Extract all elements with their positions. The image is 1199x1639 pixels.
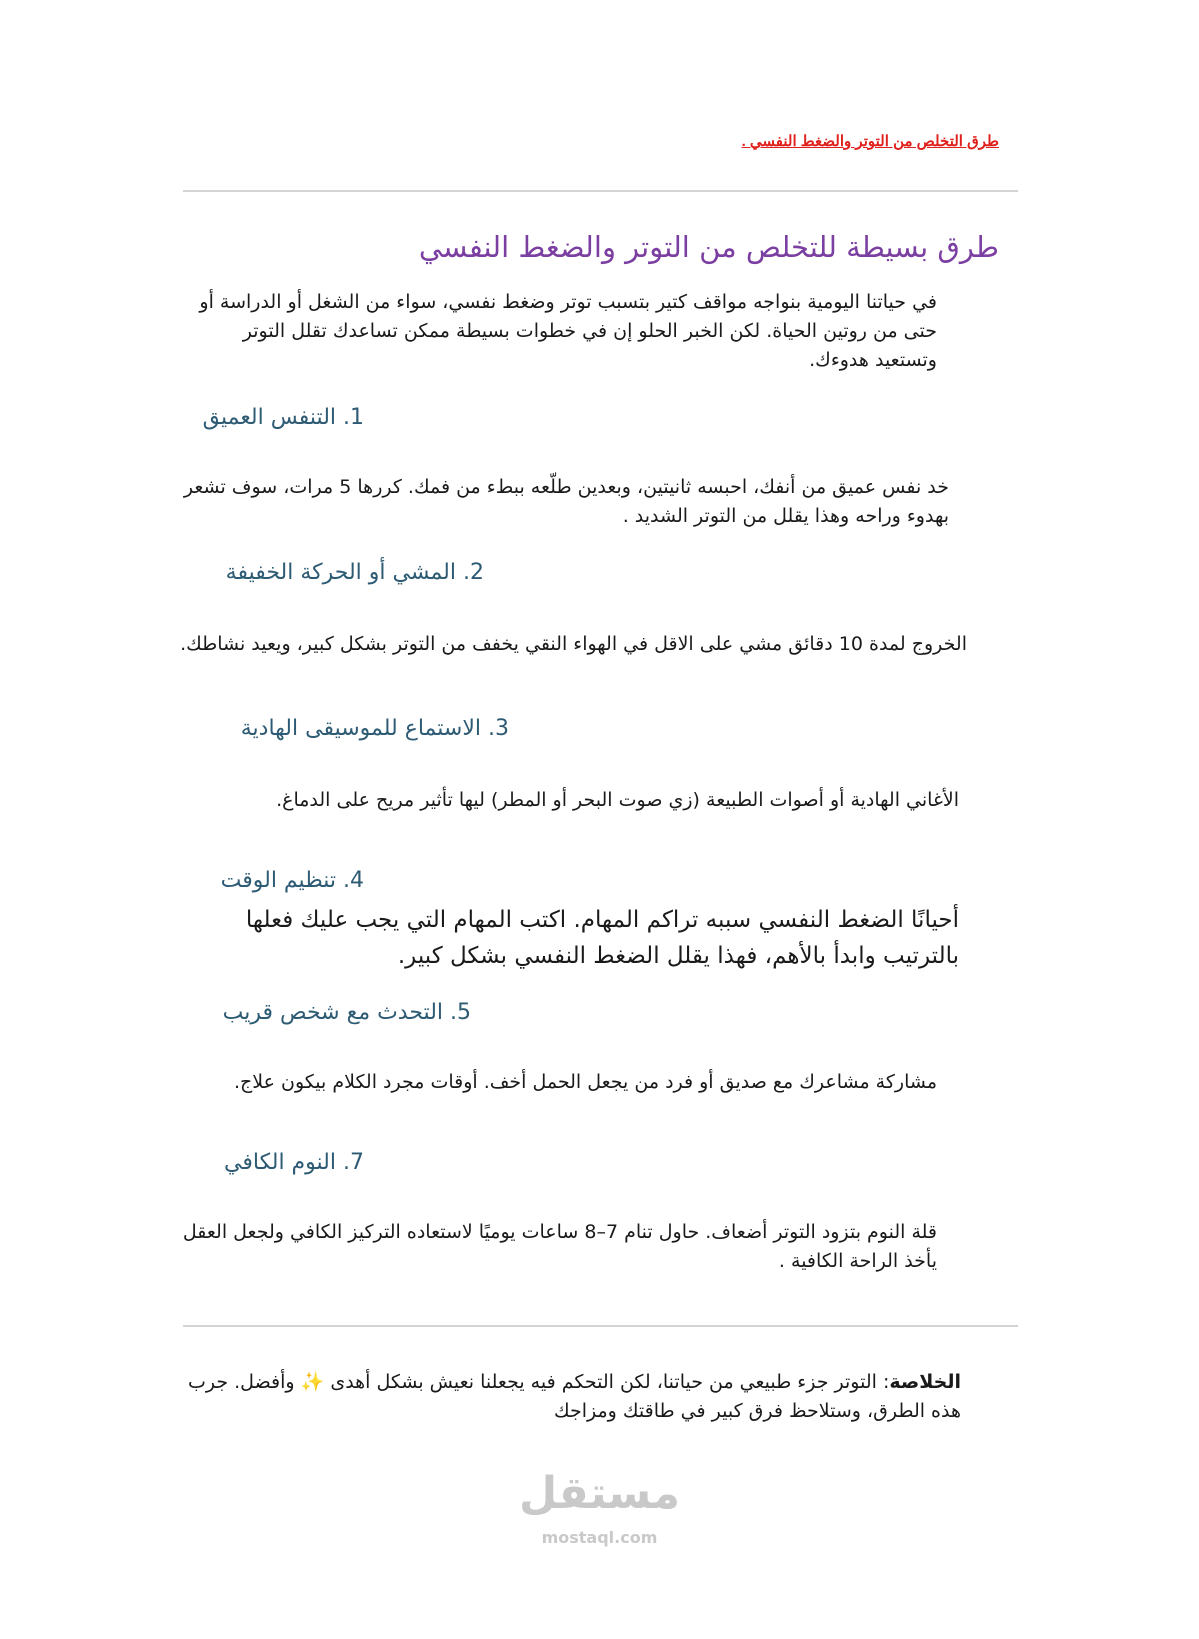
section-heading-2: 2. المشي أو الحركة الخفيفة	[225, 560, 484, 585]
section-body-1: خد نفس عميق من أنفك، احبسه ثانيتين، وبعدين طلّعه ببطء من فمك. كررها 5 مرات، سوف تشعر بهدوء وراحه وهذا يقلل من التوتر الشديد .	[183, 476, 949, 527]
section-body-2: الخروج لمدة 10 دقائق مشي على الاقل في الهواء النقي يخفف من التوتر بشكل كبير، ويعيد نشاطك.	[180, 633, 967, 655]
section-heading-4: 4. تنظيم الوقت	[220, 868, 364, 893]
divider	[183, 190, 1018, 192]
document-header-title: طرق التخلص من التوتر والضغط النفسي .	[741, 133, 999, 150]
section-body-5: مشاركة مشاعرك مع صديق أو فرد من يجعل الحمل أخف. أوقات مجرد الكلام بيكون علاج.	[234, 1071, 937, 1093]
watermark-url: mostaql.com	[541, 1528, 658, 1547]
article-title: طرق بسيطة للتخلص من التوتر والضغط النفسي	[418, 230, 999, 264]
section-heading-3: 3. الاستماع للموسيقى الهادية	[240, 716, 509, 741]
section-body-3: الأغاني الهادية أو أصوات الطبيعة (زي صوت البحر أو المطر) ليها تأثير مريح على الدماغ.	[276, 789, 959, 811]
intro-paragraph: في حياتنا اليومية بنواجه مواقف كتير بتسبب توتر وضغط نفسي، سواء من الشغل أو الدراسة أو حتى من روتين الحياة. لكن الخبر الحلو إن في خطوات بسيطة ممكن تساعدك تقلل التوتر وتستعيد هدوءك.	[199, 291, 937, 371]
conclusion-text: : التوتر جزء طبيعي من حياتنا، لكن التحكم فيه يجعلنا نعيش بشكل أهدى ✨ وأفضل. جرب هذه الطرق، وستلاحظ فرق كبير في طاقتك ومزاجك	[187, 1371, 961, 1422]
section-heading-7: 7. النوم الكافي	[224, 1150, 364, 1175]
section-body-4: أحيانًا الضغط النفسي سببه تراكم المهام. اكتب المهام التي يجب عليك فعلها بالترتيب وابدأ بالأهم، فهذا يقلل الضغط النفسي بشكل كبير.	[245, 907, 959, 969]
watermark-logo: مستقل	[519, 1468, 680, 1519]
section-heading-1: 1. التنفس العميق	[202, 405, 364, 430]
section-heading-5: 5. التحدث مع شخص قريب	[222, 1000, 471, 1025]
divider	[183, 1325, 1018, 1327]
conclusion-label: الخلاصة	[889, 1371, 961, 1393]
section-body-7: قلة النوم بتزود التوتر أضعاف. حاول تنام 7–8 ساعات يوميًا لاستعاده التركيز الكافي ولجعل العقل يأخذ الراحة الكافية .	[182, 1221, 937, 1272]
conclusion-paragraph	[171, 1368, 961, 1426]
